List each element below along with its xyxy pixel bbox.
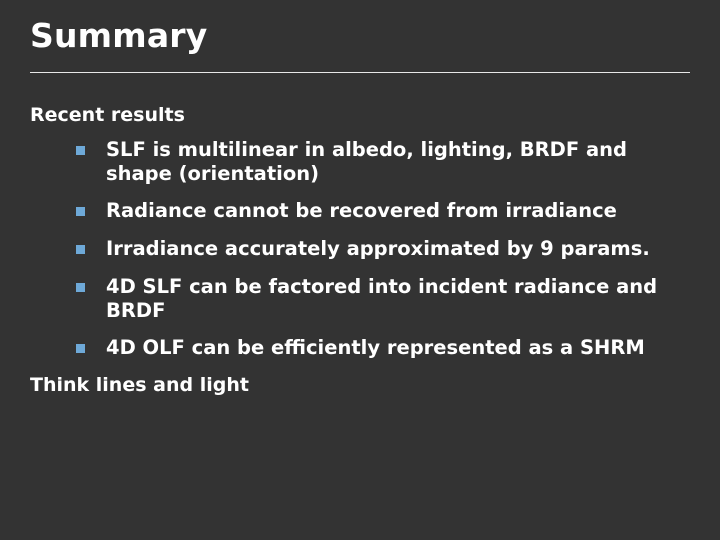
list-item-label: Irradiance accurately approximated by 9 params. [106,237,650,261]
list-item [30,138,695,186]
list-item [30,237,695,261]
square-bullet-icon [76,245,85,254]
square-bullet-icon [76,344,85,353]
list-item [30,275,695,323]
square-bullet-icon [76,146,85,155]
list-item-label: SLF is multilinear in albedo, lighting, BRDF and shape (orientation) [106,137,627,185]
list-item-label: Radiance cannot be recovered from irradiance [106,199,617,223]
list-item-label: 4D OLF can be efficiently represented as a SHRM [106,336,645,360]
square-bullet-icon [76,283,85,292]
slide-body [30,104,695,398]
list-item [30,336,695,360]
page-title: Summary [30,16,208,55]
closing-heading: Think lines and light [30,374,249,397]
bullet-list [30,138,695,360]
square-bullet-icon [76,207,85,216]
title-divider [30,72,690,73]
list-item [30,199,695,223]
intro-heading: Recent results [30,104,185,126]
list-item-label: 4D SLF can be factored into incident radiance and BRDF [106,274,658,322]
